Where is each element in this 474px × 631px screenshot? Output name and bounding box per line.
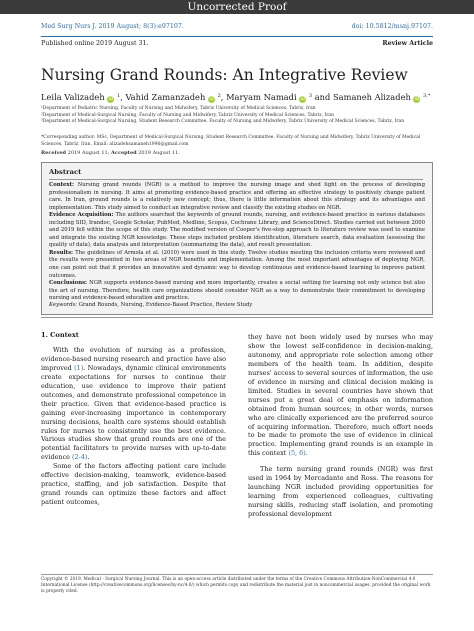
body-paragraph [41, 346, 226, 462]
published-date: Published online 2019 August 31. [41, 40, 149, 47]
accepted-label: Accepted [111, 150, 137, 156]
corresponding-author: *Corresponding author: MSc, Department of Medical-Surgical Nursing, Student Research Committee, Faculty of Nursing and Midwifery, Tabriz University of Medical Sciences, Tabriz, Iran. Email: alizadehsamaneh1996@gmail.com [41, 135, 421, 147]
author-name: Leila Valizadeh [41, 92, 105, 102]
body-paragraph: The term nursing grand rounds (NGR) was first used in 1964 by Mercadante and Ross. The reasons for launching NGR included providing opportunities for learning from experienced colleagues, cultivating nursing skills, reducing staff isolation, and promoting professional development [248, 465, 433, 519]
body-text: . Nowadays, dynamic clinical environments create expectations for nurses to continue their education, use evidence to improve their patient outcomes, and demonstrate professional competence in their practice. Given that evidence-based practice is gaining ever-increasing importance in contemporary nursing decisions, health care systems should establish rules for nurses to consistently use the best evidence. Various studies show that grand rounds are one of the potential facilitators to provide nurses with up-to-date evidence [41, 363, 226, 462]
header-rule [41, 36, 433, 37]
keywords-text: Grand Rounds, Nursing, Evidence-Based Practice, Review Study [78, 302, 253, 308]
right-column [248, 333, 433, 519]
affiliations [41, 106, 433, 126]
body-text: With the evolution of nursing as a profession, evidence-based nursing research and practice have also improved [41, 345, 226, 372]
abstract-divider [49, 179, 423, 180]
abstract-label: Evidence Acquisition: [49, 212, 114, 219]
body-paragraph: Some of the factors affecting patient care include effective decision-making, teamwork, evidence-based practice, staffing, and job satisfaction. Despite that grand rounds can optimize these factors and affect patient outcomes, [41, 462, 226, 507]
author-name: Maryam Namadi [226, 92, 297, 102]
keywords [49, 302, 425, 308]
abstract-paragraph: NGR supports evidence-based nursing and more importantly, creates a social setting for learning not only science but also the art of nursing. Therefore, health care organizations should consider NGR as a way to demonstrate their commitment to developing nursing and evidence-based education and practice. [49, 280, 425, 302]
abstract-acquisition [49, 212, 425, 250]
citation-link[interactable]: (2-4) [72, 453, 88, 462]
article-dates [41, 150, 433, 156]
abstract-conclusions [49, 280, 425, 303]
citation-link[interactable]: (1) [74, 363, 84, 372]
left-column [41, 331, 226, 507]
abstract-label: Context: [49, 182, 74, 188]
uncorrected-proof-banner: Uncorrected Proof [0, 0, 474, 14]
citation-row [41, 23, 433, 33]
section-heading: 1. Context [41, 331, 79, 339]
author-affiliation-sup: 3 [308, 93, 313, 99]
abstract-results [49, 250, 425, 280]
body-paragraph [248, 333, 433, 458]
orcid-icon[interactable]: iD [414, 97, 420, 102]
affiliation-line: ³Department of Medical-Surgical Nursing, Student Research Committee, Faculty of Nursing and Midwifery, Tabriz University of Medical Sciences, Tabriz, Iran [41, 119, 405, 125]
body-text: . [305, 449, 308, 458]
author-affiliation-sup: 1 [116, 93, 121, 99]
publication-row [41, 40, 433, 50]
body-text: they have not been widely used by nurses who may show the lowest self-confidence in decision-making, autonomy, and appropriate role selection among other members of the health team. In addition, despite nurses' access to several sources of information, the use of evidence in nursing and clinical decision making is limited. Studies in several countries have shown that nurses put a great deal of emphasis on information obtained from human sources; in other words, nurses who are clinically experienced are the preferred source of acquiring information. Therefore, much effort needs to be made to promote the use of evidence in clinical practice. Implementing grand rounds is an example in this context [248, 333, 433, 458]
author-name: Vahid Zamanzadeh [125, 92, 206, 102]
orcid-icon[interactable]: iD [108, 97, 114, 102]
abstract-body [49, 182, 425, 303]
author-affiliation-sup: 3,* [423, 93, 431, 99]
author-name: and Samaneh Alizadeh [314, 92, 411, 102]
author-list: Leila Valizadeh iD $^1$, Vahid Zamanzadeh iD $^2$, Maryam Namadi iD $^3$ and Samaneh Alizadeh iD $^{3,*}$ [41, 92, 431, 102]
received-label: Received [41, 150, 67, 156]
abstract-paragraph: The authors searched the keywords of ground rounds, nursing, and evidence-based practice in various databases including SID, Irandoc, Google Scholar, PubMed, Medline, Scopus, Cochrane Library, and ScienceDirect. Studies carried out between 2000 and 2019 fell within the scope of this study. The modified version of Cooper's five-step approach to literature review was used to examine and integrate the existing NGR knowledge. These steps included problem identification, literature search, data evaluation (assessing the quality of data), data analysis and interpretation (summarizing the data), and result presentation. [49, 212, 426, 249]
orcid-icon[interactable]: iD [209, 97, 214, 102]
abstract-heading: Abstract [49, 168, 82, 176]
doi-link[interactable]: doi: 10.5812/msnj.97107. [351, 23, 433, 30]
affiliation-line: ¹Department of Pediatric Nursing, Faculty of Nursing and Midwifery, Tabriz University of Medical Sciences, Tabriz, Iran [41, 106, 316, 111]
article-type: Review Article [382, 40, 433, 47]
abstract-label: Conclusions: [49, 280, 88, 287]
citation-link[interactable]: (5, 6) [288, 449, 306, 458]
received-date: 2019 August 11; [67, 150, 110, 156]
abstract-paragraph: The guidelines of Armola et al. (2010) were used in this study. Twelve studies meeting the inclusion criteria were reviewed and the results were presented in two areas of NGR benefits and implementation. Among the most important advantages of deploying NGR, one can point out that it provides an innovative and dynamic way to develop continuous and evidence-based learning to improve patient outcomes. [49, 249, 426, 279]
abstract-label: Results: [49, 249, 74, 256]
abstract-context [49, 182, 425, 212]
orcid-icon[interactable]: iD [300, 97, 306, 102]
keywords-label: Keywords: [49, 302, 78, 308]
copyright-footer: Copyright © 2019, Medical - Surgical Nursing Journal. This is an open-access article distributed under the terms of the Creative Commons Attribution-NonCommercial 4.0 International License (http://creativecommons.org/licenses/by-nc/4.0/) which permits copy and redistribute the material just in noncommercial usages, provided the original work is properly cited. [41, 577, 431, 595]
journal-citation-link[interactable]: Med Surg Nurs J. 2019 August; 8(3):e97107. [41, 23, 184, 30]
footer-rule [41, 574, 433, 575]
accepted-date: 2019 August 11. [138, 150, 180, 156]
body-text: . [87, 453, 90, 462]
article-title: Nursing Grand Rounds: An Integrative Review [41, 66, 408, 84]
section-divider [41, 317, 433, 318]
affiliation-line: ²Department of Medical-Surgical Nursing, Faculty of Nursing and Midwifery, Tabriz University of Medical Sciences, Tabriz, Iran [41, 112, 335, 118]
author-affiliation-sup: 2 [217, 93, 221, 99]
abstract-paragraph: Nursing grand rounds (NGR) is a method to improve the nursing image and shed light on the process of developing professionalism in nursing. It aims at promoting evidence-based practice and offering an effective strategy to positively change patient care. In Iran, ground rounds is a relatively new concept; thus, there is little information about this strategy and its advantages and implementation. This study aimed to conduct an integrative review and classify the existing studies on NGR. [49, 182, 425, 211]
